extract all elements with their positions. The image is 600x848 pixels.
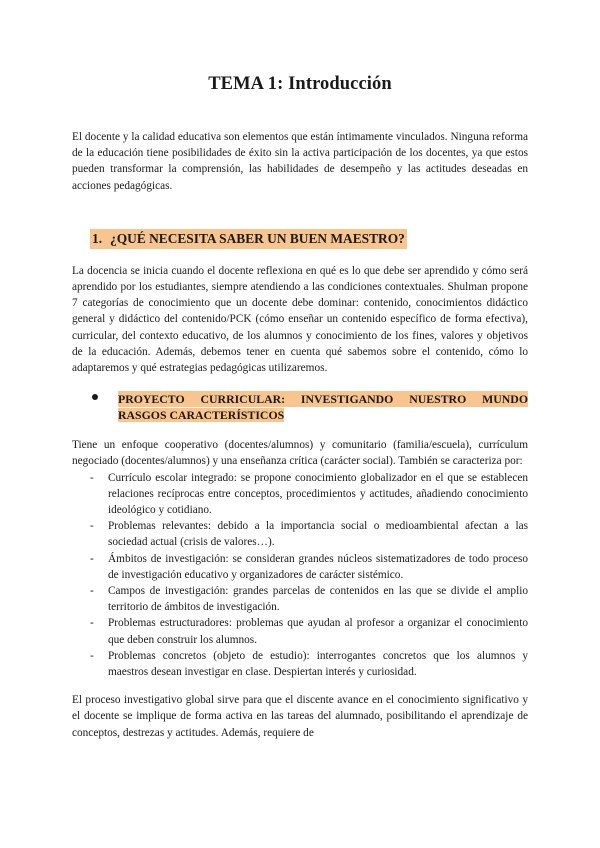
list-item: - Currículo escolar integrado: se propone conocimiento globalizador en el que se establecen relaciones recíprocas entre conceptos, procedimientos y actitudes, añadiendo conocimiento ideológico y cotidiano. <box>90 471 528 517</box>
section-paragraph: La docencia se inicia cuando el docente reflexiona en qué es lo que debe ser aprendido y cómo será aprendido por los estudiantes, siempre atendiendo a las condiciones contextuales. Shulman propone 7 categorías de conocimiento que un docente debe dominar: contenido, conocimientos didáctico general y didáctico del contenido/PCK (cómo enseñar un contenido específico de forma efectiva), curricular, del contexto educativo, de los alumnos y conocimiento de los fines, valores y objetivos de la educación. Además, debemos tener en cuenta qué sabemos sobre el contenido, cómo lo adaptaremos y qué estrategias pedagógicas utilizaremos. <box>72 264 528 375</box>
bullet-icon <box>92 394 98 400</box>
dash-marker: - <box>90 520 94 533</box>
list-item: - Campos de investigación: grandes parcelas de contenidos en las que se divide el amplio territorio de ámbitos de investigación. <box>90 585 528 614</box>
list-item: - Problemas estructuradores: problemas que ayudan al profesor a organizar el conocimiento que deben construir los alumnos. <box>90 617 528 646</box>
document-page <box>72 74 528 741</box>
list-item: - Ámbitos de investigación: se consideran grandes núcleos sistematizadores de todo proceso de investigación educativo y organizadores de carácter sistémico. <box>90 552 528 581</box>
list-item: - Problemas relevantes: debido a la importancia social o medioambiental afectan a las sociedad actual (crisis de valores…). <box>90 520 528 549</box>
page-title: TEMA 1: Introducción <box>208 74 392 94</box>
characteristics-list <box>72 470 528 681</box>
closing-paragraph: El proceso investigativo global sirve para que el discente avance en el conocimiento significativo y el docente se implique de forma activa en las tareas del alumnado, posibilitando el aprendizaje de conceptos, destrezas y actitudes. Además, requiere de <box>72 694 528 739</box>
dash-marker: - <box>90 552 94 565</box>
section-heading <box>90 229 407 249</box>
section-heading-text: ¿QUÉ NECESITA SABER UN BUEN MAESTRO? <box>110 230 405 246</box>
list-item: - Problemas concretos (objeto de estudio): interrogantes concretos que los alumnos y maestros desean investigar en clase. Despiertan interés y curiosidad. <box>90 649 528 679</box>
subsection-heading <box>72 391 528 423</box>
intro-paragraph: El docente y la calidad educativa son elementos que están íntimamente vinculados. Ninguna reforma de la educación tiene posibilidades de éxito sin la activa participación de los docentes, ya que estos pueden transformar la comprensión, las habilidades de desempeño y las actitudes deseadas en acciones pedagógicas. <box>72 131 528 192</box>
dash-marker: - <box>90 649 94 662</box>
subsection-heading-line2: RASGOS CARACTERÍSTICOS <box>118 408 285 423</box>
subsection-heading-line1: PROYECTO CURRICULAR: INVESTIGANDO NUESTRO MUNDO <box>118 392 528 407</box>
dash-marker: - <box>90 617 94 630</box>
dash-marker: - <box>90 585 94 598</box>
section-number: 1. <box>92 230 103 246</box>
subsection-paragraph: Tiene un enfoque cooperativo (docentes/alumnos) y comunitario (familia/escuela), currículum negociado (docentes/alumnos) y una enseñanza crítica (carácter social). También se caracteriza por: <box>72 439 528 468</box>
dash-marker: - <box>90 471 94 484</box>
